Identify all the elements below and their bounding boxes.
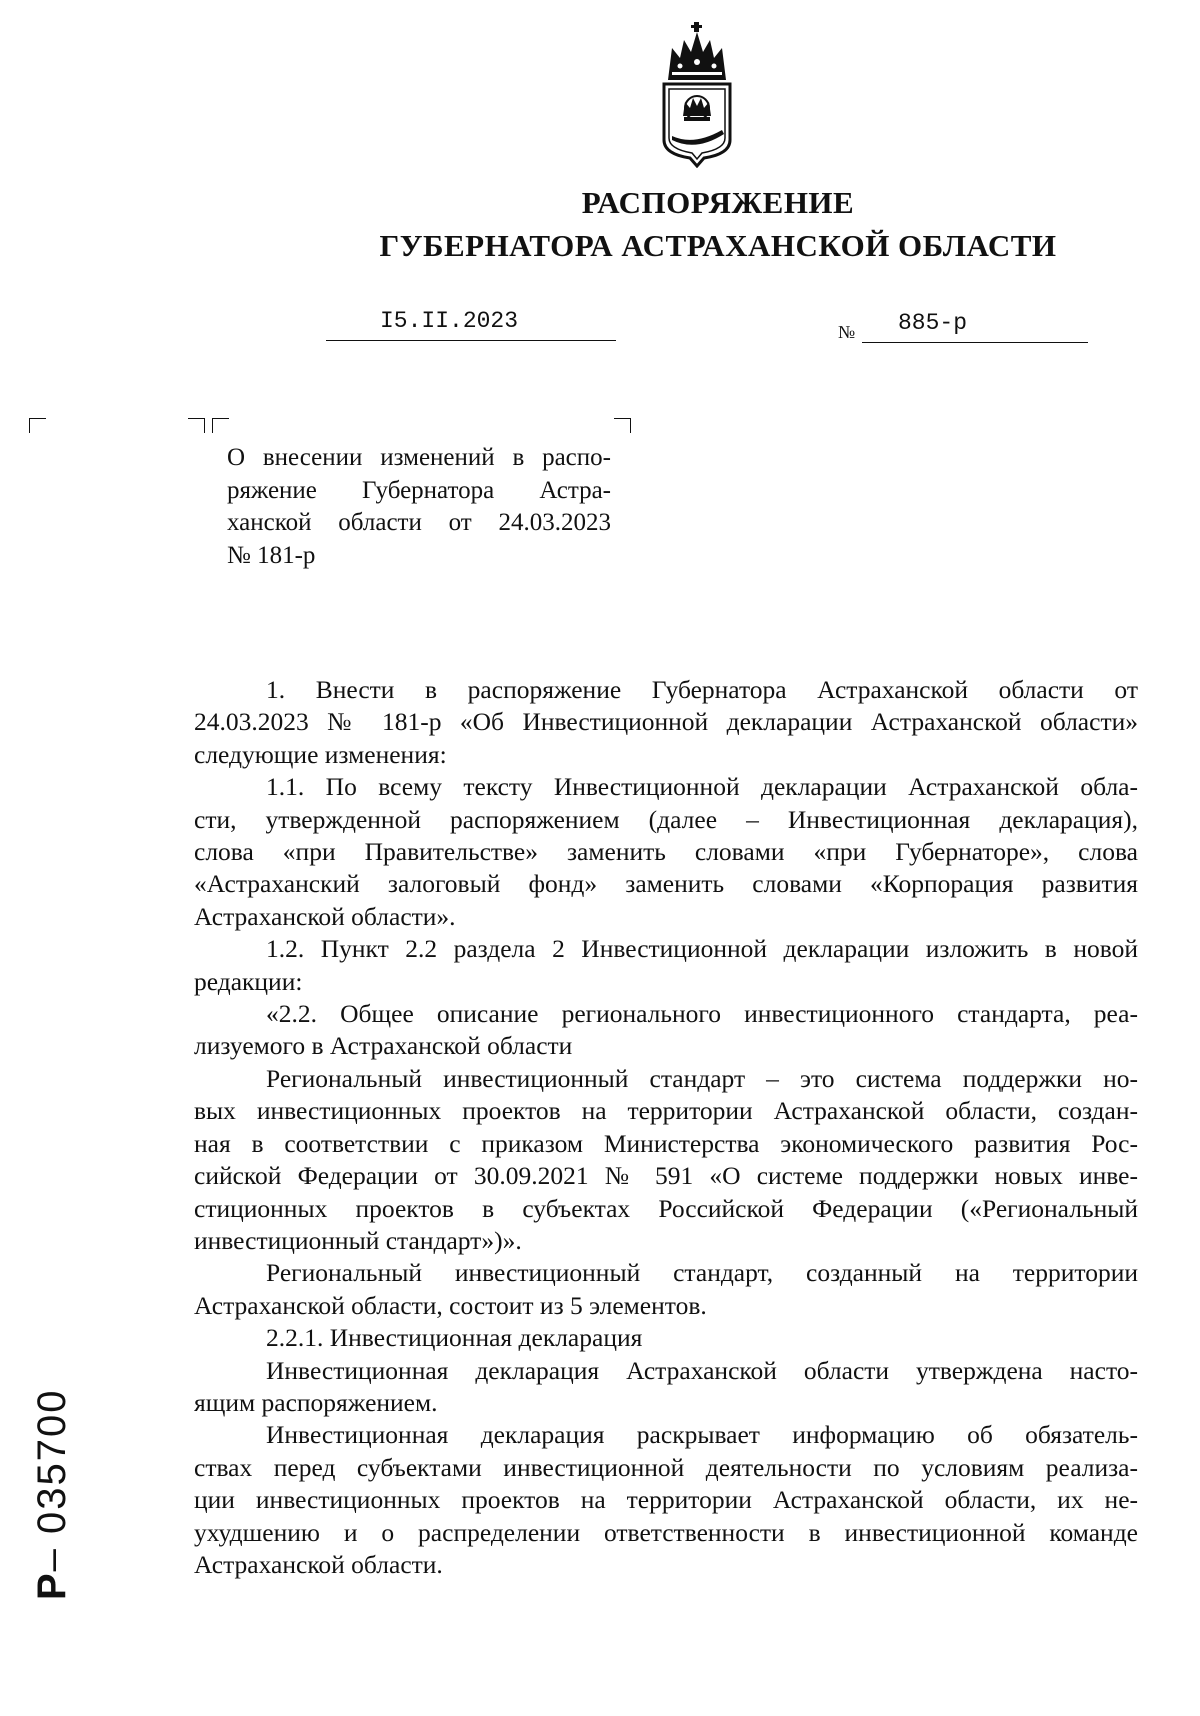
body-line: ции инвестиционных проектов на территории Астраханской области, их не- — [194, 1485, 1138, 1515]
body-line: 1. Внести в распоряжение Губернатора Астраханской области от — [266, 675, 1138, 704]
body-line: Инвестиционная декларация Астраханской области утверждена насто- — [266, 1355, 1138, 1385]
body-line: стиционных проектов в субъектах Российской Федерации («Региональный — [194, 1193, 1138, 1223]
body-line: 1.1. По всему тексту Инвестиционной декларации Астраханской обла- — [266, 772, 1138, 802]
subject-corner-mark — [188, 418, 205, 433]
subject-corner-mark — [212, 418, 229, 433]
body-line: ящим распоряжением. — [194, 1387, 438, 1417]
body-line: ная в соответствии с приказом Министерства экономического развития Рос- — [194, 1128, 1138, 1158]
body-line: Региональный инвестиционный стандарт – это система поддержки но- — [266, 1063, 1138, 1093]
body-line: сти, утвержденной распоряжением (далее – Инвестиционная декларация), — [194, 804, 1138, 834]
serial-letter: Р — [30, 1571, 74, 1600]
body-line: инвестиционный стандарт»)». — [194, 1225, 522, 1255]
body-line: 2.2.1. Инвестиционная декларация — [266, 1323, 643, 1353]
body-line: Инвестиционная декларация раскрывает информацию об обязатель- — [266, 1420, 1138, 1450]
body-line: ствах перед субъектами инвестиционной деятельности по условиям реализа- — [194, 1452, 1138, 1482]
number-label: № — [838, 322, 856, 342]
body-line: лизуемого в Астраханской области — [194, 1031, 573, 1061]
subject-line: ханской области от 24.03.2023 — [227, 509, 611, 536]
body-line: Астраханской области, состоит из 5 элементов. — [194, 1290, 707, 1320]
number-field — [862, 310, 1088, 343]
subject-line: О внесении изменений в распо- — [227, 444, 611, 471]
body-line: 1.2. Пункт 2.2 раздела 2 Инвестиционной декларации изложить в новой — [266, 934, 1138, 964]
body-line: следующие изменения: — [194, 739, 447, 769]
body-line: Астраханской области». — [194, 901, 456, 931]
document-body — [194, 674, 1138, 1581]
issuer-title: ГУБЕРНАТОРА АСТРАХАНСКОЙ ОБЛАСТИ — [379, 228, 1057, 263]
margin-corner-mark — [29, 418, 46, 433]
subject-corner-mark — [614, 418, 631, 433]
body-line: слова «при Правительстве» заменить словами «при Губернаторе», слова — [194, 837, 1138, 867]
date-value: I5.II.2023 — [380, 308, 519, 334]
body-line: Региональный инвестиционный стандарт, созданный на территории — [266, 1258, 1138, 1288]
serial-separator: – — [30, 1547, 74, 1572]
body-line: редакции: — [194, 966, 303, 996]
form-serial-number — [30, 1388, 75, 1600]
serial-number: 035700 — [30, 1388, 74, 1534]
subject-line: № 181-р — [227, 541, 316, 569]
body-line: Астраханской области. — [194, 1549, 443, 1579]
document-type-title: РАСПОРЯЖЕНИЕ — [581, 185, 855, 220]
subject-line: ряжение Губернатора Астра- — [227, 476, 611, 504]
body-line: «Астраханский залоговый фонд» заменить словами «Корпорация развития — [194, 869, 1138, 899]
number-value: 885-р — [898, 310, 968, 336]
subject-block — [227, 442, 611, 572]
body-line: вых инвестиционных проектов на территории Астраханской области, создан- — [194, 1096, 1138, 1126]
date-field — [326, 308, 616, 341]
body-line: «2.2. Общее описание регионального инвестиционного стандарта, реа- — [266, 999, 1138, 1029]
body-line: 24.03.2023 № 181-р «Об Инвестиционной декларации Астраханской области» — [194, 707, 1138, 737]
coat-of-arms-emblem — [654, 18, 740, 168]
body-line: ухудшению и о распределении ответственности в инвестиционной команде — [194, 1517, 1138, 1547]
body-line: сийской Федерации от 30.09.2021 № 591 «О системе поддержки новых инве- — [194, 1161, 1138, 1191]
